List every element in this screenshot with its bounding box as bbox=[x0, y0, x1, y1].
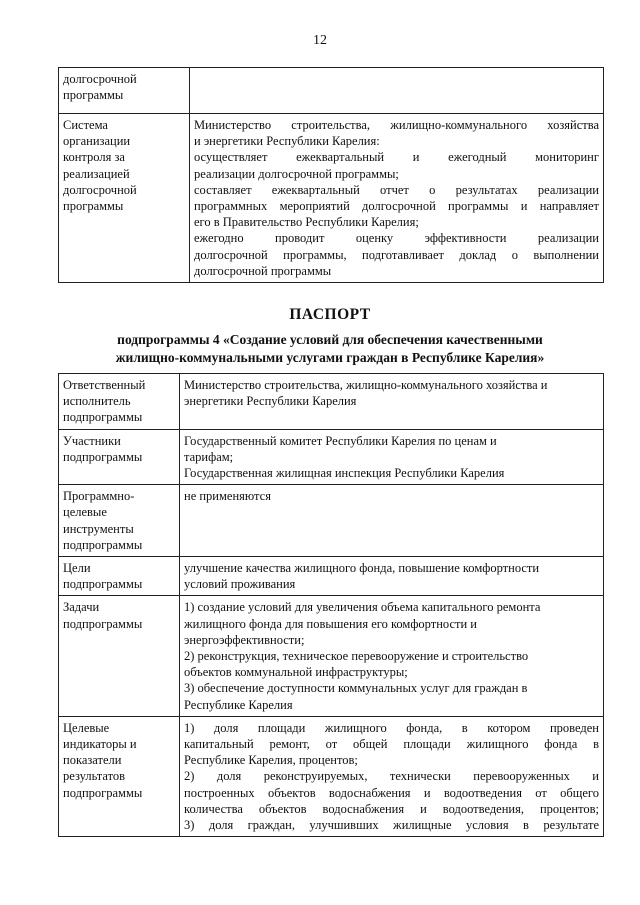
table-row bbox=[59, 557, 604, 596]
table-row bbox=[59, 374, 604, 430]
row-value: 1) создание условий для увеличения объема капитального ремонта жилищного фонда для повышения его комфортности и энергоэффективности; 2) реконструкция, техническое перевооружение и строительство объектов коммунальной инфраструктуры; 3) обеспечение доступности коммунальных услуг для граждан в Республике Карелия bbox=[180, 596, 604, 716]
row-label: Ответственный исполнитель подпрограммы bbox=[59, 374, 180, 430]
row-value: не применяются bbox=[180, 485, 604, 557]
row-label: долгосрочной программы bbox=[59, 68, 190, 114]
row-label: Программно- целевые инструменты подпрограммы bbox=[59, 485, 180, 557]
table-row bbox=[59, 596, 604, 716]
page-number: 12 bbox=[313, 33, 327, 48]
row-label: Целевые индикаторы и показатели результатов подпрограммы bbox=[59, 716, 180, 836]
passport-heading bbox=[40, 305, 620, 367]
table-row bbox=[59, 114, 604, 283]
program-table-continuation bbox=[58, 67, 604, 283]
table-row bbox=[59, 716, 604, 836]
row-value: 1) доля площади жилищного фонда, в котором проведен капитальный ремонт, от общей площади жилищного фонда в Республике Карелия, процентов; 2) доля реконструируемых, технически перевооруженных и построенных объектов водоснабжения и водоотведения от общего количества объектов водоснабжения и водоотведения, процентов; 3) доля граждан, улучшивших жилищные условия в результате bbox=[180, 716, 604, 836]
row-value bbox=[190, 68, 604, 114]
row-label: Участники подпрограммы bbox=[59, 429, 180, 485]
row-value: Министерство строительства, жилищно-коммунального хозяйства и энергетики Республики Карелия bbox=[180, 374, 604, 430]
passport-subtitle: подпрограммы 4 «Создание условий для обеспечения качественными жилищно-коммунальными услугами граждан в Республике Карелия» bbox=[115, 332, 545, 365]
passport-title: ПАСПОРТ bbox=[289, 306, 371, 323]
row-label: Система организации контроля за реализацией долгосрочной программы bbox=[59, 114, 190, 283]
row-value: Государственный комитет Республики Карелия по ценам и тарифам; Государственная жилищная инспекция Республики Карелия bbox=[180, 429, 604, 485]
table-row bbox=[59, 429, 604, 485]
table-row bbox=[59, 68, 604, 114]
row-value: Министерство строительства, жилищно-коммунального хозяйства и энергетики Республики Карелия: осуществляет ежеквартальный и ежегодный мониторинг реализации долгосрочной программы; составляет ежеквартальный отчет о результатах реализации программных мероприятий долгосрочной программы и направляет его в Правительство Республики Карелия; ежегодно проводит оценку эффективности реализации долгосрочной программы, подготавливает доклад о выполнении долгосрочной программы bbox=[190, 114, 604, 283]
row-value: улучшение качества жилищного фонда, повышение комфортности условий проживания bbox=[180, 557, 604, 596]
row-label: Задачи подпрограммы bbox=[59, 596, 180, 716]
table-row bbox=[59, 485, 604, 557]
passport-table bbox=[58, 373, 604, 837]
row-label: Цели подпрограммы bbox=[59, 557, 180, 596]
